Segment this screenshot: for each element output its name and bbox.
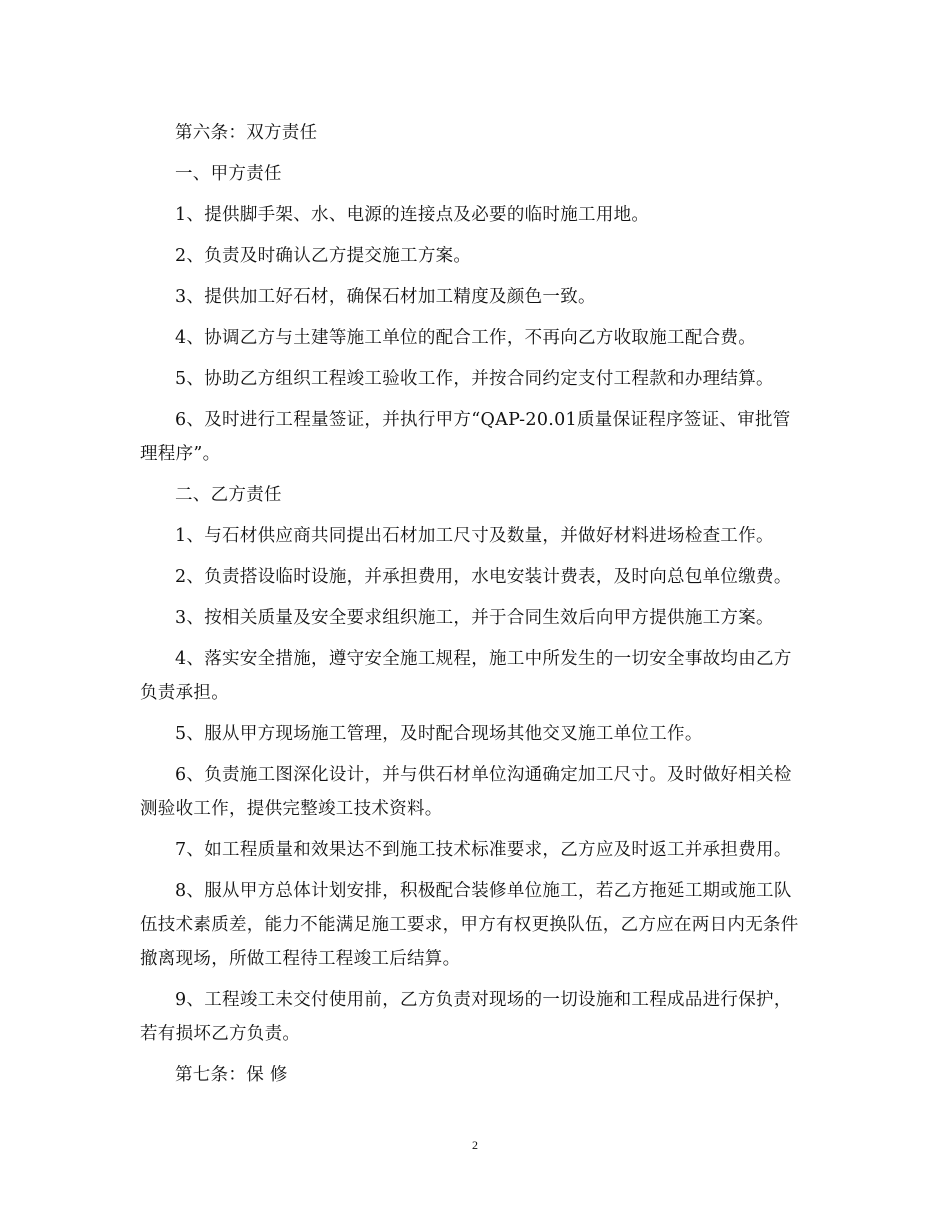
party-b-item-5: 5、服从甲方现场施工管理，及时配合现场其他交叉施工单位工作。 — [175, 724, 703, 744]
party-b-item-7: 7、如工程质量和效果达不到施工技术标准要求，乙方应及时返工并承担费用。 — [175, 840, 792, 860]
party-b-item-1: 1、与石材供应商共同提出石材加工尺寸及数量，并做好材料进场检查工作。 — [175, 526, 774, 546]
party-b-item-2: 2、负责搭设临时设施，并承担费用，水电安装计费表，及时向总包单位缴费。 — [175, 567, 792, 587]
party-a-item-1: 1、提供脚手架、水、电源的连接点及必要的临时施工用地。 — [175, 205, 650, 225]
party-b-item-9: 9、工程竣工未交付使用前，乙方负责对现场的一切设施和工程成品进行保护，若有损坏乙方负责。 — [140, 990, 792, 1044]
heading-party-a-duties: 一、甲方责任 — [175, 164, 282, 184]
heading-party-b-duties: 二、乙方责任 — [175, 485, 282, 505]
party-b-item-4: 4、落实安全措施，遵守安全施工规程，施工中所发生的一切安全事故均由乙方负责承担。 — [140, 649, 792, 703]
party-a-item-4: 4、协调乙方与土建等施工单位的配合工作，不再向乙方收取施工配合费。 — [175, 328, 757, 348]
party-b-item-6: 6、负责施工图深化设计，并与供石材单位沟通确定加工尺寸。及时做好相关检测验收工作，提供完整竣工技术资料。 — [140, 765, 792, 819]
party-b-item-3: 3、按相关质量及安全要求组织施工，并于合同生效后向甲方提供施工方案。 — [175, 608, 774, 628]
party-a-item-5: 5、协助乙方组织工程竣工验收工作，并按合同约定支付工程款和办理结算。 — [175, 369, 774, 389]
party-a-item-2: 2、负责及时确认乙方提交施工方案。 — [175, 246, 472, 266]
heading-article-7: 第七条：保 修 — [175, 1065, 288, 1085]
party-a-item-3: 3、提供加工好石材，确保石材加工精度及颜色一致。 — [175, 287, 596, 307]
document-body — [140, 116, 808, 1099]
party-a-item-6: 6、及时进行工程量签证，并执行甲方“QAP-20.01质量保证程序签证、审批管理程序”。 — [140, 410, 791, 464]
page-number: 2 — [472, 1138, 478, 1152]
heading-article-6: 第六条：双方责任 — [175, 123, 318, 143]
party-b-item-8: 8、服从甲方总体计划安排，积极配合装修单位施工，若乙方拖延工期或施工队伍技术素质差，能力不能满足施工要求，甲方有权更换队伍，乙方应在两日内无条件撤离现场，所做工程待工程竣工后结算。 — [140, 881, 799, 969]
